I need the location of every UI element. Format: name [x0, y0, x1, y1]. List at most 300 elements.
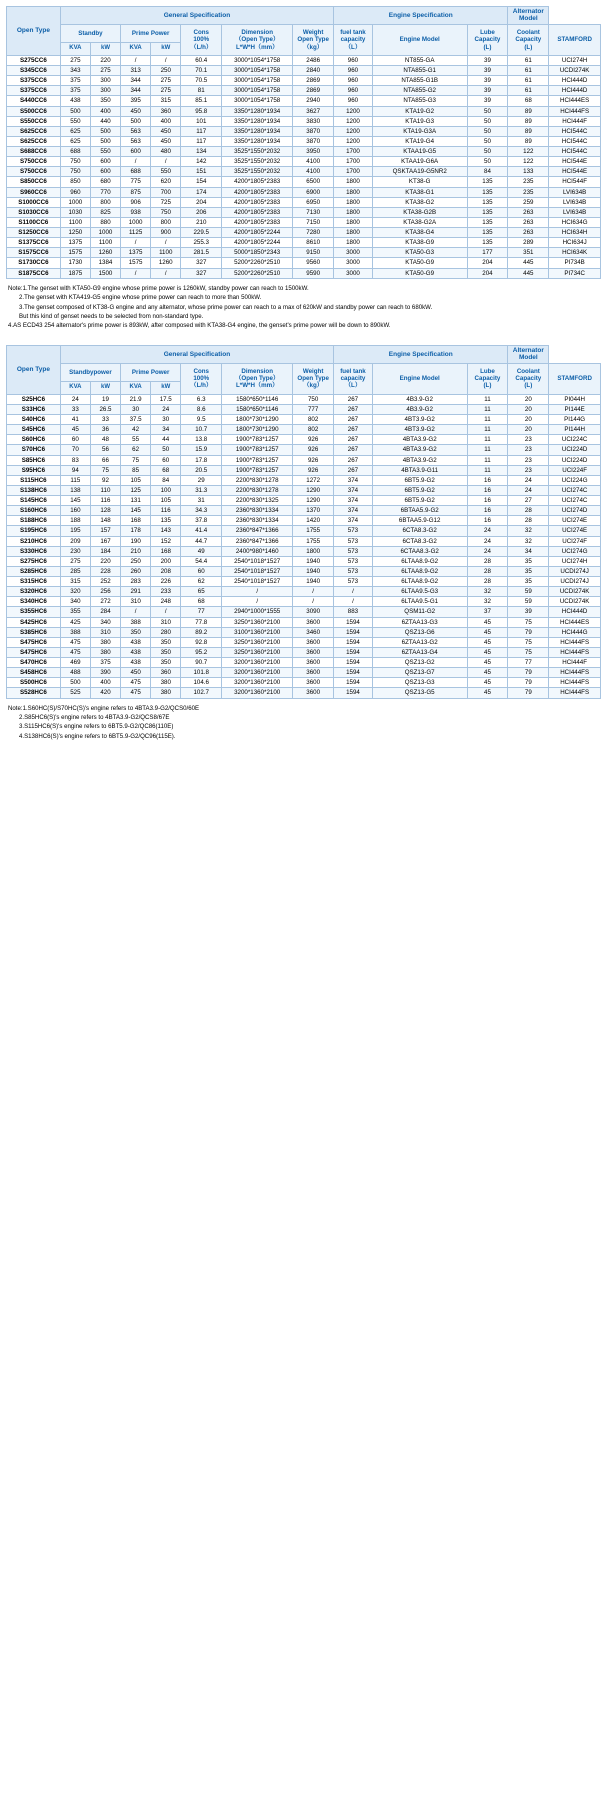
table-cell: 90.7 [181, 658, 222, 668]
table-cell: 1875 [60, 268, 90, 278]
table-cell: 233 [151, 587, 181, 597]
header-sub-label: Standbypower [60, 363, 120, 381]
table-cell: 167 [90, 536, 120, 546]
table-cell: 3250*1360*2100 [222, 647, 293, 657]
cell-open-type: S1100CC6 [7, 217, 61, 227]
table-cell: 267 [334, 445, 373, 455]
table-row [7, 556, 601, 566]
table-cell: 360 [151, 668, 181, 678]
table-cell: 13.8 [181, 435, 222, 445]
table-cell: 2200*830*1325 [222, 496, 293, 506]
table-cell: 70.1 [181, 66, 222, 76]
table-cell: 79 [508, 688, 549, 698]
table-cell: 11 [467, 404, 508, 414]
table-cell: 4200*1805*2383 [222, 197, 293, 207]
table-cell: UCDI274J [549, 577, 601, 587]
table-cell: HCI444FS [549, 678, 601, 688]
spec-table-wrapper [6, 6, 601, 331]
header-group-label: General Specification [60, 345, 333, 363]
table-cell: 34 [508, 546, 549, 556]
table-cell: HCI444G [549, 627, 601, 637]
table-cell: HCI634K [549, 248, 601, 258]
table-cell: 1730 [60, 258, 90, 268]
note-line: Note:1.The genset with KTA50-G9 engine whose prime power is 1260kW, standby power can reach to 1500kW. [8, 284, 309, 292]
table-cell: 1200 [334, 106, 373, 116]
table-cell: 168 [151, 546, 181, 556]
header-sub-label: STAMFORD [549, 363, 601, 394]
table-cell: 420 [90, 688, 120, 698]
table-cell: 28 [467, 556, 508, 566]
table-cell: QSM11-G2 [372, 607, 467, 617]
table-cell: 1800 [334, 217, 373, 227]
cell-open-type: S345CC6 [7, 66, 61, 76]
table-cell: 228 [90, 566, 120, 576]
header-sub-label: Prime Power [121, 24, 181, 42]
table-cell: QSZ13-G3 [372, 678, 467, 688]
cell-open-type: S625CC6 [7, 126, 61, 136]
table-cell: 50 [151, 445, 181, 455]
table-cell: 45 [467, 688, 508, 698]
table-cell: 39 [467, 55, 508, 65]
table-cell: 573 [334, 577, 373, 587]
header-open-type: Open Type [7, 7, 61, 56]
table-cell: 252 [90, 577, 120, 587]
table-cell: 1375 [121, 248, 151, 258]
table-cell: 275 [151, 86, 181, 96]
cell-open-type: S85HC6 [7, 455, 61, 465]
table-cell: HCI444F [549, 658, 601, 668]
header-open-type: Open Type [7, 345, 61, 394]
table-cell: 34.3 [181, 506, 222, 516]
table-cell: 688 [121, 167, 151, 177]
table-cell: 3525*1550*2032 [222, 157, 293, 167]
table-cell: 850 [60, 177, 90, 187]
table-cell: HCI444ES [549, 617, 601, 627]
table-cell: 475 [60, 647, 90, 657]
table-cell: 75 [90, 465, 120, 475]
table-cell: UCI274D [549, 506, 601, 516]
table-cell: 255.3 [181, 238, 222, 248]
table-cell: 10.7 [181, 425, 222, 435]
table-cell: 9560 [293, 258, 334, 268]
table-cell: 48 [90, 435, 120, 445]
table-cell: 750 [60, 167, 90, 177]
table-cell: 750 [60, 157, 90, 167]
table-cell: 142 [181, 157, 222, 167]
table-cell: 2869 [293, 76, 334, 86]
table-cell: 573 [334, 526, 373, 536]
table-cell: 4100 [293, 167, 334, 177]
table-cell: / [121, 157, 151, 167]
table-cell: 1000 [60, 197, 90, 207]
table-row [7, 55, 601, 65]
table-cell: 1594 [334, 668, 373, 678]
table-cell: 45 [467, 627, 508, 637]
table-cell: UCI274E [549, 516, 601, 526]
table-cell: 59 [508, 597, 549, 607]
table-cell: 11 [467, 425, 508, 435]
table-cell: 3200*1360*2100 [222, 658, 293, 668]
table-cell: 135 [467, 217, 508, 227]
table-cell: LVI634B [549, 187, 601, 197]
header-group-label: General Specification [60, 7, 333, 25]
table-cell: 5200*2260*2510 [222, 268, 293, 278]
table-cell: 802 [293, 415, 334, 425]
table-cell: 95.2 [181, 647, 222, 657]
table-cell: 3000*1054*1758 [222, 55, 293, 65]
table-cell: 300 [90, 76, 120, 86]
cell-open-type: S1575CC6 [7, 248, 61, 258]
table-cell: 388 [60, 627, 90, 637]
table-cell: 4200*1805*2383 [222, 187, 293, 197]
table-row [7, 268, 601, 278]
table-cell: / [121, 55, 151, 65]
table-cell: 157 [90, 526, 120, 536]
table-cell: 1100 [90, 238, 120, 248]
table-cell: 267 [334, 435, 373, 445]
table-cell: 133 [508, 167, 549, 177]
table-cell: 154 [181, 177, 222, 187]
table-row [7, 415, 601, 425]
cell-open-type: S145HC6 [7, 496, 61, 506]
table-row [7, 126, 601, 136]
table-cell: 100 [151, 485, 181, 495]
table-cell: NT855-GA [372, 55, 467, 65]
cell-open-type: S275HC6 [7, 556, 61, 566]
header-sub-label: Coolant Capacity (L) [508, 24, 549, 55]
table-cell: 29 [181, 475, 222, 485]
table-cell: 4B3.9-G2 [372, 394, 467, 404]
table-cell: 3600 [293, 668, 334, 678]
table-row [7, 76, 601, 86]
table-cell: 24 [508, 485, 549, 495]
spec-sheet-root [6, 6, 601, 741]
table-cell: 3627 [293, 106, 334, 116]
table-cell: 3250*1360*2100 [222, 637, 293, 647]
table-cell: 44.7 [181, 536, 222, 546]
table-cell: 2360*847*1366 [222, 536, 293, 546]
table-cell: 600 [121, 147, 151, 157]
table-cell: 168 [121, 516, 151, 526]
cell-open-type: S275CC6 [7, 55, 61, 65]
header-unit-label: kW [151, 381, 181, 394]
table-cell: 81 [181, 86, 222, 96]
table-cell: UCDI274K [549, 66, 601, 76]
table-cell: 37.8 [181, 516, 222, 526]
header-sub-label: Engine Model [372, 363, 467, 394]
table-cell: 6CTAA8.3-G2 [372, 546, 467, 556]
table-cell: 89 [508, 116, 549, 126]
table-row [7, 238, 601, 248]
table-cell: 177 [467, 248, 508, 258]
table-cell: 6BTAA5.9-G2 [372, 506, 467, 516]
table-row [7, 197, 601, 207]
header-sub-label: Lube Capacity (L) [467, 363, 508, 394]
table-cell: 30 [121, 404, 151, 414]
note-line: 2.S85HC6(S)'s engine refers to 4BTA3.9-G2/QCS8/67E [19, 714, 170, 721]
table-cell: 1594 [334, 678, 373, 688]
table-row [7, 617, 601, 627]
table-cell: 825 [90, 207, 120, 217]
header-group-label: Engine Specification [334, 345, 508, 363]
table-row [7, 577, 601, 587]
table-cell: 1800 [334, 228, 373, 238]
table-cell: 45 [467, 658, 508, 668]
table-cell: 500 [60, 678, 90, 688]
table-cell: 300 [90, 86, 120, 96]
table-cell: 220 [90, 556, 120, 566]
table-cell: 59 [508, 587, 549, 597]
cell-open-type: S195HC6 [7, 526, 61, 536]
cell-open-type: S375CC6 [7, 86, 61, 96]
table-cell: 620 [151, 177, 181, 187]
table-cell: 960 [334, 96, 373, 106]
table-cell: 17.8 [181, 455, 222, 465]
header-sub-label: fuel tank capacity （L） [334, 24, 373, 55]
table-cell: 2940*1000*1555 [222, 607, 293, 617]
note-line: 4.S138HC6(S)'s engine refers to 6BT5.9-G2/QC96(115E). [19, 732, 176, 740]
cell-open-type: S160HC6 [7, 506, 61, 516]
table-cell: 1900*783*1257 [222, 435, 293, 445]
table-cell: 1200 [334, 126, 373, 136]
table-cell: HCI444FS [549, 106, 601, 116]
table-cell: 135 [467, 187, 508, 197]
table-cell: 195 [60, 526, 90, 536]
table-cell: QSZ13-G6 [372, 627, 467, 637]
header-unit-label: kW [151, 42, 181, 55]
table-cell: HCI544C [549, 126, 601, 136]
cell-open-type: S1730CC6 [7, 258, 61, 268]
header-group-row [7, 7, 601, 25]
table-cell: 23 [508, 455, 549, 465]
table-cell: 1594 [334, 658, 373, 668]
table-cell: 135 [467, 238, 508, 248]
table-cell: 374 [334, 475, 373, 485]
cell-open-type: S320HC6 [7, 587, 61, 597]
table-cell: 725 [151, 197, 181, 207]
table-row [7, 607, 601, 617]
table-cell: QSZ13-G2 [372, 658, 467, 668]
table-row [7, 587, 601, 597]
cell-open-type: S60HC6 [7, 435, 61, 445]
header-sub-label: fuel tank capacity （L） [334, 363, 373, 394]
table-cell: 16 [467, 506, 508, 516]
table-cell: 350 [90, 96, 120, 106]
table-cell: 31.3 [181, 485, 222, 495]
table-cell: 188 [60, 516, 90, 526]
table-cell: 1940 [293, 556, 334, 566]
table-cell: NTA855-G2 [372, 86, 467, 96]
table-cell: 45 [467, 647, 508, 657]
table-cell: / [334, 587, 373, 597]
table-cell: 475 [121, 678, 151, 688]
table-cell: 344 [121, 76, 151, 86]
table-cell: 1594 [334, 637, 373, 647]
table-cell: 70 [60, 445, 90, 455]
table-cell: PI044H [549, 394, 601, 404]
table-cell: HCI634G [549, 217, 601, 227]
table-row [7, 116, 601, 126]
header-sub-label: Prime Power [121, 363, 181, 381]
table-cell: 375 [60, 76, 90, 86]
table-cell: 11 [467, 465, 508, 475]
table-cell: 3000*1054*1758 [222, 66, 293, 76]
table-cell: 6LTAA9.5-G3 [372, 587, 467, 597]
table-cell: 89 [508, 136, 549, 146]
cell-open-type: S285HC6 [7, 566, 61, 576]
table-cell: 6ZTAA13-G2 [372, 637, 467, 647]
table-cell: 625 [60, 126, 90, 136]
table-cell: 500 [60, 106, 90, 116]
table-cell: 45 [60, 425, 90, 435]
table-row [7, 506, 601, 516]
header-sub-label: Coolant Capacity (L) [508, 363, 549, 394]
cell-open-type: S375CC6 [7, 76, 61, 86]
table-cell: 343 [60, 66, 90, 76]
table-cell: KTA38-G1 [372, 187, 467, 197]
table-cell: 20 [508, 404, 549, 414]
table-cell: 85.1 [181, 96, 222, 106]
table-cell: KTA38-G9 [372, 238, 467, 248]
table-cell: 24 [467, 526, 508, 536]
table-cell: 1580*650*1146 [222, 404, 293, 414]
table-cell: 122 [508, 147, 549, 157]
table-cell: 500 [121, 116, 151, 126]
cell-open-type: S45HC6 [7, 425, 61, 435]
table-cell: PI144G [549, 415, 601, 425]
header-sub-row [7, 363, 601, 381]
table-cell: UCDI274K [549, 587, 601, 597]
table-cell: 184 [90, 546, 120, 556]
table-cell: HCI634J [549, 238, 601, 248]
table-cell: 550 [60, 116, 90, 126]
table-cell: / [121, 268, 151, 278]
table-cell: 41.4 [181, 526, 222, 536]
table-cell: 7150 [293, 217, 334, 227]
table-cell: UCI274F [549, 536, 601, 546]
table-cell: QSKTAA19-G5NR2 [372, 167, 467, 177]
table-cell: 50 [467, 136, 508, 146]
header-sub-label: Cons 100% （L/h） [181, 24, 222, 55]
cell-open-type: S340HC6 [7, 597, 61, 607]
table-cell: 7130 [293, 207, 334, 217]
table-cell: 1700 [334, 167, 373, 177]
table-cell: 30 [151, 415, 181, 425]
table-row [7, 455, 601, 465]
table-cell: 267 [334, 394, 373, 404]
table-cell: 275 [60, 55, 90, 65]
table-cell: 84 [467, 167, 508, 177]
table-cell: 400 [90, 678, 120, 688]
table-cell: 50 [467, 147, 508, 157]
table-cell: 883 [334, 607, 373, 617]
table-cell: 3250*1360*2100 [222, 617, 293, 627]
table-cell: 500 [90, 126, 120, 136]
table-cell: UCDI274K [549, 597, 601, 607]
table-cell: 41 [60, 415, 90, 425]
table-cell: 208 [151, 566, 181, 576]
table-cell: 1800 [334, 187, 373, 197]
cell-open-type: S550CC6 [7, 116, 61, 126]
cell-open-type: S475HC6 [7, 637, 61, 647]
header-group-label: Alternator Model [508, 345, 549, 363]
table-cell: 1000 [90, 228, 120, 238]
table-cell: 3000 [334, 258, 373, 268]
table-cell: 938 [121, 207, 151, 217]
table-cell: 37 [467, 607, 508, 617]
table-cell: 3000 [334, 248, 373, 258]
table-cell: 380 [151, 688, 181, 698]
header-unit-label: kW [90, 42, 120, 55]
table-cell: 7280 [293, 228, 334, 238]
table-cell: 4BTA3.9-G2 [372, 435, 467, 445]
table-row [7, 86, 601, 96]
table-cell: 573 [334, 566, 373, 576]
table-cell: 60 [60, 435, 90, 445]
table-cell: 355 [60, 607, 90, 617]
table-cell: 6BTAA5.9-G12 [372, 516, 467, 526]
table-cell: HCI544E [549, 157, 601, 167]
table-cell: KTA19-G3A [372, 126, 467, 136]
table-cell: 131 [121, 496, 151, 506]
table-cell: HCI444FS [549, 688, 601, 698]
table-cell: 310 [121, 597, 151, 607]
table-cell: 206 [181, 207, 222, 217]
table-cell: 3100*1360*2100 [222, 627, 293, 637]
table-cell: / [222, 597, 293, 607]
table-cell: 310 [151, 617, 181, 627]
table-cell: 79 [508, 678, 549, 688]
cell-open-type: S500CC6 [7, 106, 61, 116]
table-cell: 1200 [334, 136, 373, 146]
table-cell: 2200*830*1278 [222, 475, 293, 485]
table-cell: 1800 [334, 238, 373, 248]
table-cell: 210 [181, 217, 222, 227]
header-sub-label: Dimension （Open Type） L*W*H（mm） [222, 363, 293, 394]
table-cell: 3525*1550*2032 [222, 147, 293, 157]
table-cell: 94 [60, 465, 90, 475]
table-cell: 226 [151, 577, 181, 587]
table-cell: 272 [90, 597, 120, 607]
table-cell: 50 [467, 157, 508, 167]
table-cell: 3870 [293, 126, 334, 136]
table-cell: 9150 [293, 248, 334, 258]
table-cell: 625 [60, 136, 90, 146]
table-cell: 250 [151, 66, 181, 76]
table-cell: 3200*1360*2100 [222, 678, 293, 688]
table-cell: KTA38-G2B [372, 207, 467, 217]
table-cell: 267 [334, 425, 373, 435]
table-cell: KT38-G [372, 177, 467, 187]
table-row [7, 637, 601, 647]
cell-open-type: S70HC6 [7, 445, 61, 455]
table-cell: 190 [121, 536, 151, 546]
table-cell: 23 [508, 435, 549, 445]
table-cell: / [151, 238, 181, 248]
note-line: 4.AS ECD43 254 alternator's prime power is 893kW, after composed with KTA38-G4 engine, the genset's prime power will be down to 890kW. [8, 322, 391, 330]
spec-table-wrapper [6, 345, 601, 741]
table-cell: 11 [467, 435, 508, 445]
table-cell: 267 [334, 415, 373, 425]
table-cell: HCI444FS [549, 637, 601, 647]
table-cell: 6LTAA9.5-G1 [372, 597, 467, 607]
table-cell: 62 [121, 445, 151, 455]
table-cell: 445 [508, 268, 549, 278]
table-row [7, 516, 601, 526]
table-cell: 281.5 [181, 248, 222, 258]
table-cell: UCI274H [549, 556, 601, 566]
header-sub-label: Weight Open Type （kg） [293, 24, 334, 55]
